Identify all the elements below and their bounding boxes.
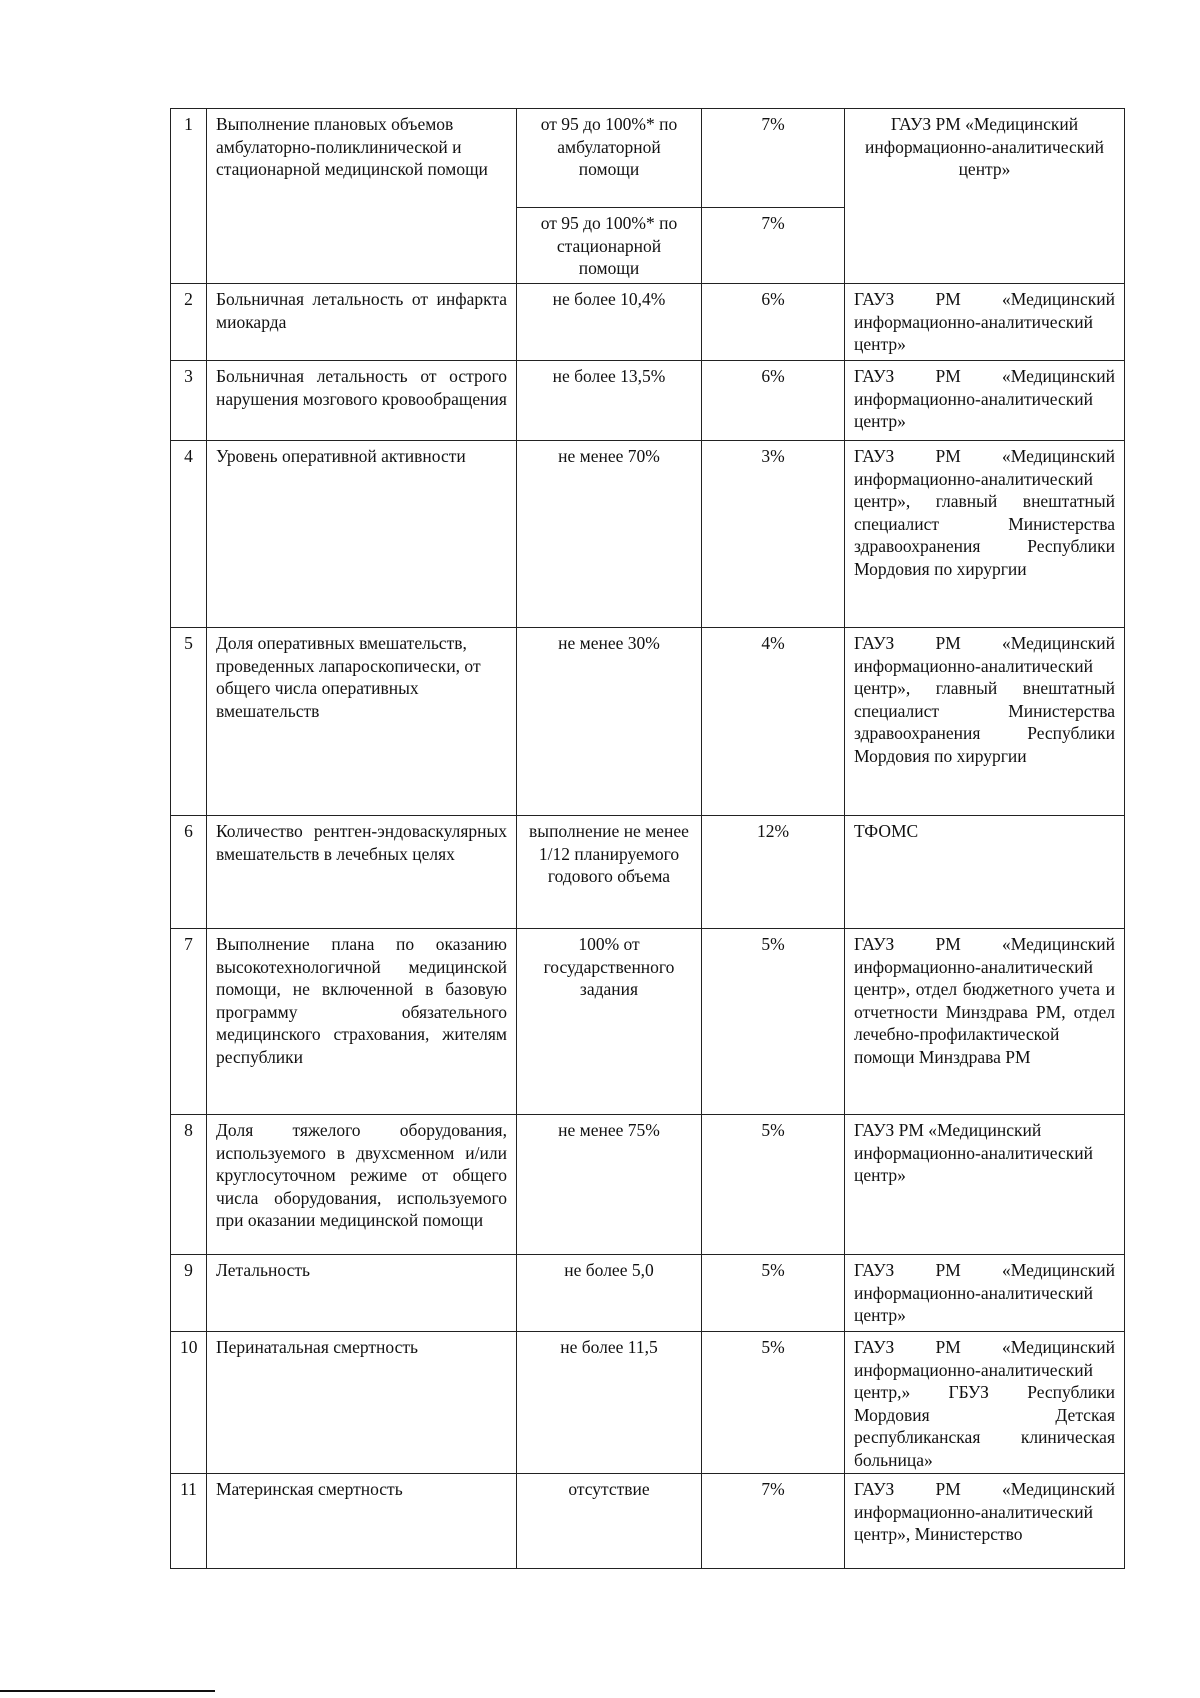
row-number: 5 <box>171 628 207 816</box>
row-number: 4 <box>171 441 207 628</box>
table-row <box>171 109 1125 208</box>
weight-value: 7% <box>702 109 845 208</box>
row-number: 6 <box>171 816 207 929</box>
data-source: ГАУЗ РМ «Медицинский информационно-аналитический центр» <box>845 1255 1125 1332</box>
row-number: 8 <box>171 1115 207 1255</box>
weight-value: 6% <box>702 284 845 361</box>
table-row <box>171 284 1125 361</box>
criterion-value: не менее 30% <box>517 628 702 816</box>
criterion-value: не более 10,4% <box>517 284 702 361</box>
weight-value: 7% <box>702 1474 845 1569</box>
data-source: ГАУЗ РМ «Медицинский информационно-аналитический центр», Министерство <box>845 1474 1125 1569</box>
indicator-name: Количество рентген-эндоваскулярных вмешательств в лечебных целях <box>207 816 517 929</box>
row-number: 9 <box>171 1255 207 1332</box>
indicator-name: Летальность <box>207 1255 517 1332</box>
criterion-value: не менее 70% <box>517 441 702 628</box>
data-source: ГАУЗ РМ «Медицинский информационно-аналитический центр», отдел бюджетного учета и отчетности Минздрава РМ, отдел лечебно-профилактической помощи Минздрава РМ <box>845 929 1125 1115</box>
weight-value: 3% <box>702 441 845 628</box>
data-source: ГАУЗ РМ «Медицинский информационно-аналитический центр», главный внештатный специалист Министерства здравоохранения Республики Мордовия по хирургии <box>845 628 1125 816</box>
row-number: 10 <box>171 1332 207 1474</box>
weight-value: 5% <box>702 1115 845 1255</box>
criterion-value: не более 5,0 <box>517 1255 702 1332</box>
data-source: ГАУЗ РМ «Медицинский информационно-аналитический центр» <box>845 1115 1125 1255</box>
criterion-value: не менее 75% <box>517 1115 702 1255</box>
criterion-value: от 95 до 100%* по амбулаторной помощи <box>517 109 702 208</box>
table-row <box>171 1474 1125 1569</box>
indicator-name: Доля оперативных вмешательств, проведенных лапароскопически, от общего числа оперативных вмешательств <box>207 628 517 816</box>
table-row <box>171 1115 1125 1255</box>
indicator-name: Больничная летальность от инфаркта миокарда <box>207 284 517 361</box>
table-row <box>171 816 1125 929</box>
row-number: 11 <box>171 1474 207 1569</box>
criterion-value: 100% от государственного задания <box>517 929 702 1115</box>
indicator-name: Уровень оперативной активности <box>207 441 517 628</box>
table-row <box>171 628 1125 816</box>
indicator-name: Выполнение плана по оказанию высокотехнологичной медицинской помощи, не включенной в базовую программу обязательного медицинского страхования, жителям республики <box>207 929 517 1115</box>
row-number: 7 <box>171 929 207 1115</box>
indicator-name: Выполнение плановых объемов амбулаторно-поликлинической и стационарной медицинской помощи <box>207 109 517 284</box>
criterion-value: не более 11,5 <box>517 1332 702 1474</box>
criteria-table <box>170 108 1125 1569</box>
weight-value: 5% <box>702 1255 845 1332</box>
indicator-name: Доля тяжелого оборудования, используемого в двухсменном и/или круглосуточном режиме от общего числа оборудования, используемого при оказании медицинской помощи <box>207 1115 517 1255</box>
weight-value: 4% <box>702 628 845 816</box>
table-row <box>171 1255 1125 1332</box>
indicator-name: Больничная летальность от острого нарушения мозгового кровообращения <box>207 361 517 441</box>
weight-value: 5% <box>702 1332 845 1474</box>
table-row <box>171 361 1125 441</box>
weight-value: 12% <box>702 816 845 929</box>
row-number: 3 <box>171 361 207 441</box>
data-source: ГАУЗ РМ «Медицинский информационно-аналитический центр» <box>845 109 1125 284</box>
row-number: 2 <box>171 284 207 361</box>
table-row <box>171 1332 1125 1474</box>
row-number: 1 <box>171 109 207 284</box>
weight-value: 6% <box>702 361 845 441</box>
data-source: ГАУЗ РМ «Медицинский информационно-аналитический центр» <box>845 284 1125 361</box>
footnote-separator <box>0 1690 215 1692</box>
weight-value: 5% <box>702 929 845 1115</box>
indicator-name: Материнская смертность <box>207 1474 517 1569</box>
table-row <box>171 441 1125 628</box>
indicator-name: Перинатальная смертность <box>207 1332 517 1474</box>
criterion-value: выполнение не менее 1/12 планируемого годового объема <box>517 816 702 929</box>
weight-value: 7% <box>702 208 845 284</box>
criterion-value: не более 13,5% <box>517 361 702 441</box>
criterion-value: отсутствие <box>517 1474 702 1569</box>
data-source: ТФОМС <box>845 816 1125 929</box>
data-source: ГАУЗ РМ «Медицинский информационно-аналитический центр,» ГБУЗ Республики Мордовия Детская республиканская клиническая больница» <box>845 1332 1125 1474</box>
data-source: ГАУЗ РМ «Медицинский информационно-аналитический центр», главный внештатный специалист Министерства здравоохранения Республики Мордовия по хирургии <box>845 441 1125 628</box>
data-source: ГАУЗ РМ «Медицинский информационно-аналитический центр» <box>845 361 1125 441</box>
criterion-value: от 95 до 100%* по стационарной помощи <box>517 208 702 284</box>
table-row <box>171 929 1125 1115</box>
